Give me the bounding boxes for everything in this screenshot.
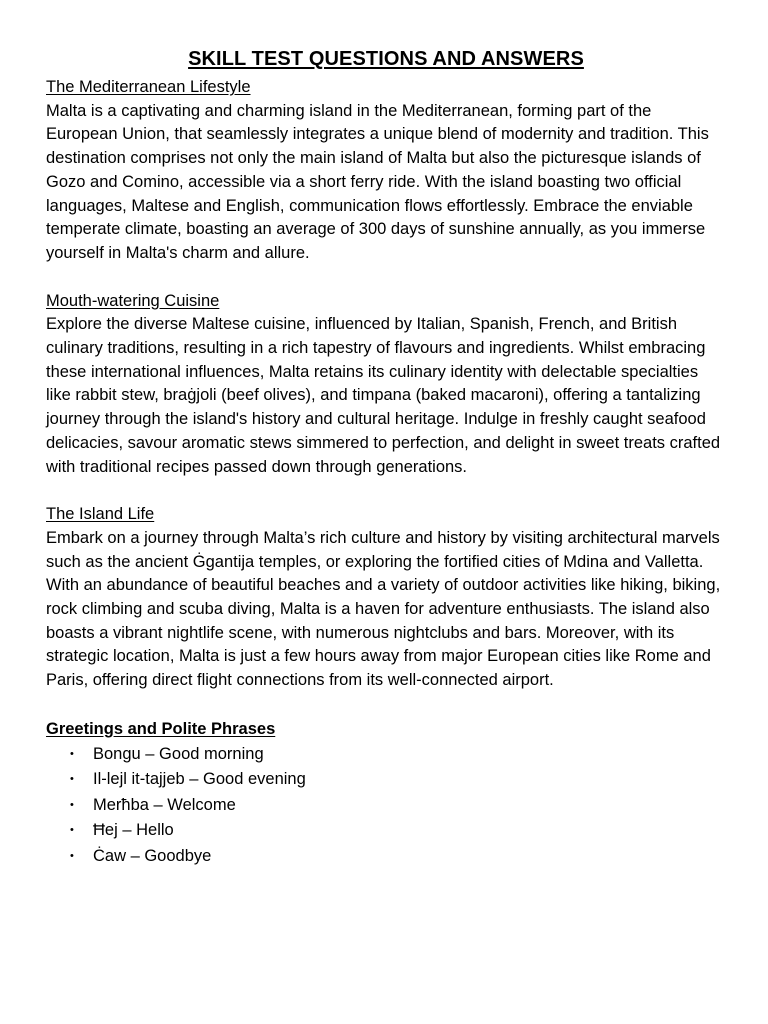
bullet-icon: •	[70, 824, 74, 837]
section-island-life	[46, 503, 726, 693]
greetings-section	[46, 717, 726, 870]
list-item	[46, 767, 726, 793]
phrase-text: Bongu – Good morning	[93, 744, 264, 763]
phrase-text: Merħba – Welcome	[93, 795, 236, 814]
bullet-icon: •	[70, 747, 74, 760]
bullet-icon: •	[70, 773, 74, 786]
phrase-text: Il-lejl it-tajjeb – Good evening	[93, 770, 306, 789]
section-body: Embark on a journey through Malta’s rich culture and history by visiting architectural marvels such as the ancient Ġgantija temples, or exploring the fortified cities of Mdina and Valletta. With an abundance of beautiful beaches and a variety of outdoor activities like hiking, biking, rock climbing and scuba diving, Malta is a haven for adventure enthusiasts. The island also boasts a vibrant nightlife scene, with numerous nightclubs and bars. Moreover, with its strategic location, Malta is just a few hours away from major European cities like Rome and Paris, offering direct flight connections from its well-connected airport.	[46, 528, 721, 690]
section-heading: The Mediterranean Lifestyle	[46, 78, 251, 96]
bullet-icon: •	[70, 798, 74, 811]
phrase-list	[46, 742, 726, 870]
section-heading: The Island Life	[46, 505, 155, 524]
bullet-icon: •	[70, 849, 74, 862]
list-item	[46, 793, 726, 819]
document-page	[46, 44, 726, 869]
section-heading: Mouth-watering Cuisine	[46, 291, 220, 310]
list-item	[46, 844, 726, 870]
document-title: SKILL TEST QUESTIONS AND ANSWERS	[188, 48, 584, 70]
section-mediterranean-lifestyle	[46, 76, 726, 266]
phrase-text: Ħej – Hello	[93, 821, 174, 840]
phrase-text: Ċaw – Goodbye	[93, 846, 212, 865]
list-item	[46, 742, 726, 768]
section-cuisine	[46, 290, 726, 480]
greetings-heading: Greetings and Polite Phrases	[46, 719, 276, 738]
list-item	[46, 818, 726, 844]
section-body: Explore the diverse Maltese cuisine, influenced by Italian, Spanish, French, and British culinary traditions, resulting in a rich tapestry of flavours and ingredients. Whilst embracing these international influences, Malta retains its culinary identity with delectable specialties like rabbit stew, braġjoli (beef olives), and timpana (baked macaroni), offering a tantalizing journey through the island's history and cultural heritage. Indulge in freshly caught seafood delicacies, savour aromatic stews simmered to perfection, and delight in sweet treats crafted with traditional recipes passed down through generations.	[46, 315, 721, 476]
section-body: Malta is a captivating and charming island in the Mediterranean, forming part of the European Union, that seamlessly integrates a unique blend of modernity and tradition. This destination comprises not only the main island of Malta but also the picturesque islands of Gozo and Comino, accessible via a short ferry ride. With the island boasting two official languages, Maltese and English, communication flows effortlessly. Embrace the enviable temperate climate, boasting an average of 300 days of sunshine annually, as you immerse yourself in Malta's charm and allure.	[46, 101, 709, 262]
